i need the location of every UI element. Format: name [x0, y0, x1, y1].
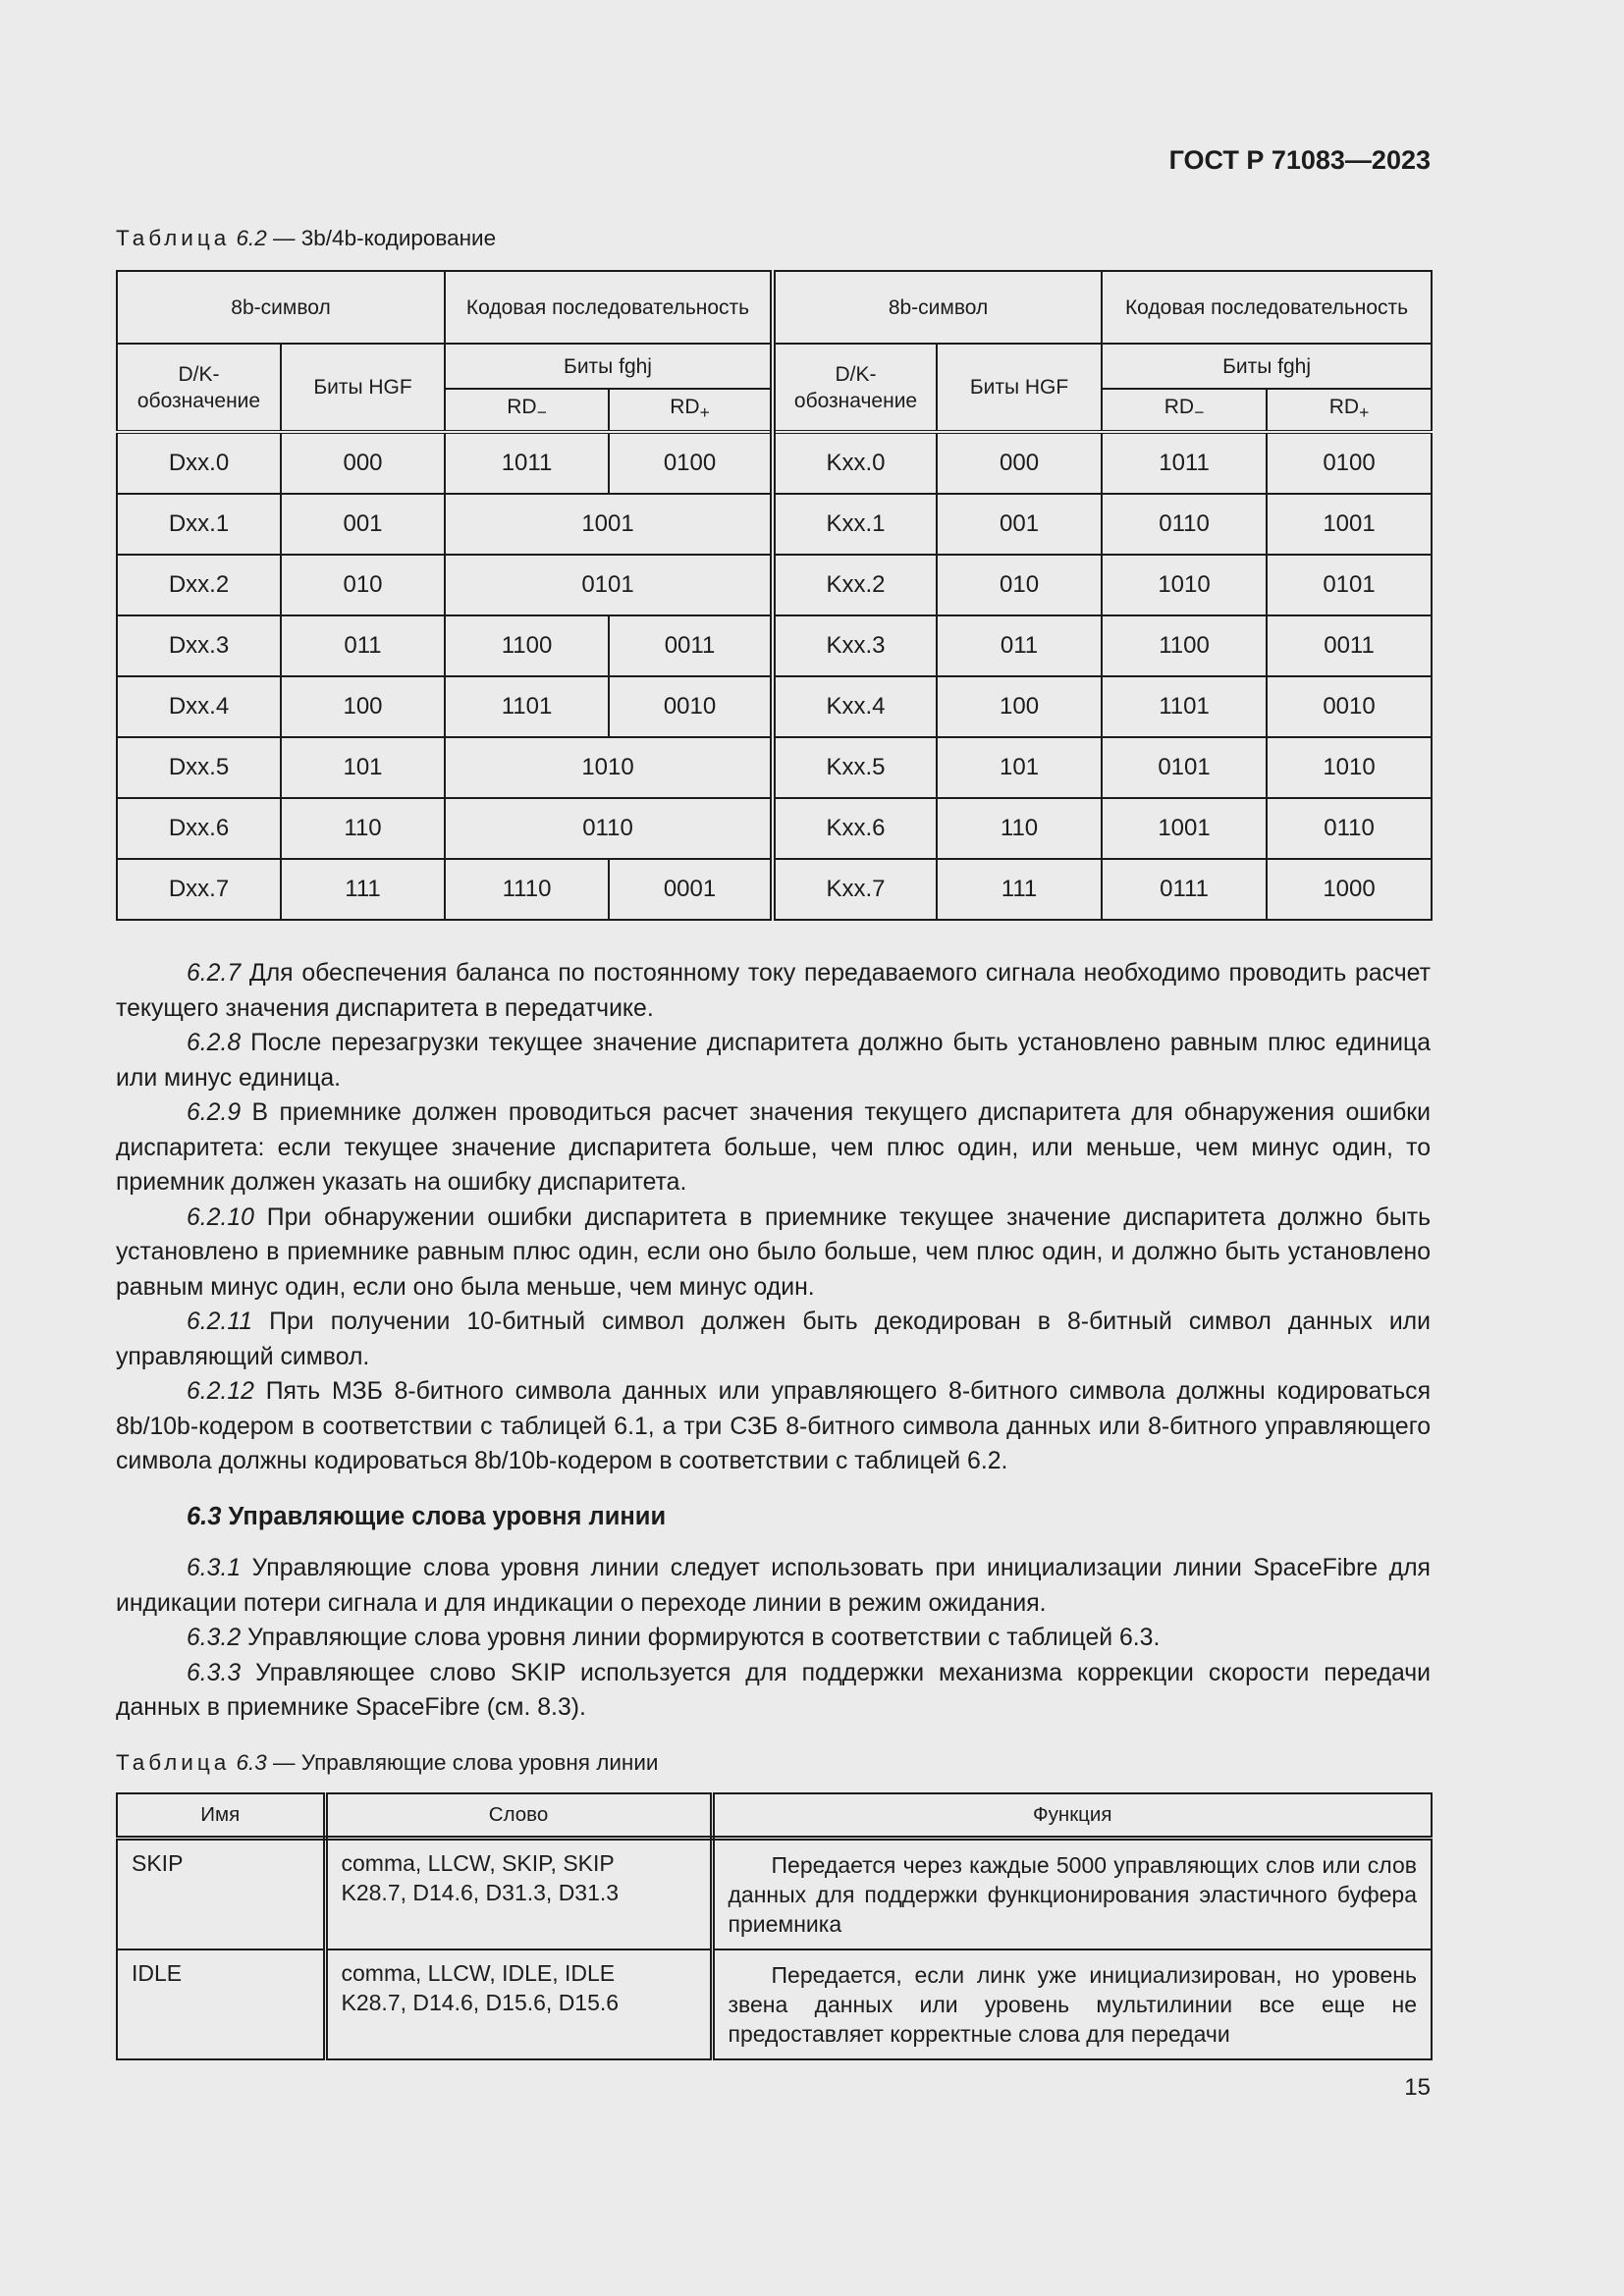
hdr-code-seq-d: Кодовая последовательность: [445, 271, 773, 344]
cell-k-hgf: 010: [937, 555, 1102, 615]
hdr-dk-d: D/K-обозначение: [117, 344, 281, 432]
hdr-fghj-d: Биты fghj: [445, 344, 773, 389]
cell-d-symbol: Dxx.1: [117, 494, 281, 555]
cell-function: Передается, если линк уже инициализирован, но уровень звена данных или уровень мультилинии все еще не предоставляет корректные слова для передачи: [712, 1949, 1432, 2059]
cell-k-symbol: Kxx.4: [773, 676, 937, 737]
cell-function: Передается через каждые 5000 управляющих слов или слов данных для поддержки функционирования эластичного буфера приемника: [712, 1839, 1432, 1950]
cell-d-hgf: 110: [281, 798, 445, 859]
table-row: [117, 615, 1432, 676]
table-row: [117, 859, 1432, 920]
cell-d-hgf: 001: [281, 494, 445, 555]
table-row: [117, 494, 1432, 555]
cell-k-rd-minus: 1101: [1102, 676, 1267, 737]
cell-k-symbol: Kxx.7: [773, 859, 937, 920]
cell-d-symbol: Dxx.2: [117, 555, 281, 615]
cell-d-rd-plus: 0010: [609, 676, 773, 737]
table-row: [117, 737, 1432, 798]
cell-k-hgf: 111: [937, 859, 1102, 920]
paragraph: 6.2.9 В приемнике должен проводиться расчет значения текущего диспаритета для обнаружения ошибки диспаритета: если текущее значение диспаритета больше, чем плюс один, или меньше, чем минус один, то приемник должен указать на ошибку диспаритета.: [116, 1099, 1431, 1196]
hdr-rd-plus-k: $RD_+$: [1267, 389, 1432, 432]
cell-k-rd-minus: 1010: [1102, 555, 1267, 615]
hdr-8b-symbol-d: 8b-символ: [117, 271, 445, 344]
hdr-hgf-d: Биты HGF: [281, 344, 445, 432]
hdr-hgf-k: Биты HGF: [937, 344, 1102, 432]
cell-d-symbol: Dxx.5: [117, 737, 281, 798]
page-number: 15: [1404, 2074, 1431, 2101]
cell-k-hgf: 110: [937, 798, 1102, 859]
table-row: [117, 1949, 1432, 2059]
table-row: [117, 432, 1432, 494]
document-id: ГОСТ Р 71083—2023: [1168, 145, 1431, 175]
table-6-2-caption: [116, 226, 496, 251]
cell-d-symbol: Dxx.3: [117, 615, 281, 676]
cell-k-rd-plus: 1000: [1267, 859, 1432, 920]
cell-d-rd-minus: 1110: [445, 859, 609, 920]
cell-d-fghj: 0110: [445, 798, 773, 859]
cell-k-rd-minus: 0110: [1102, 494, 1267, 555]
cell-k-rd-plus: 0100: [1267, 432, 1432, 494]
cell-d-hgf: 011: [281, 615, 445, 676]
cell-k-hgf: 100: [937, 676, 1102, 737]
cell-d-rd-plus: 0001: [609, 859, 773, 920]
cell-k-hgf: 000: [937, 432, 1102, 494]
cell-d-fghj: 1010: [445, 737, 773, 798]
cell-d-hgf: 101: [281, 737, 445, 798]
table-6-3-caption: [116, 1750, 658, 1776]
cell-d-rd-minus: 1011: [445, 432, 609, 494]
table-link-control-words: [116, 1792, 1433, 2060]
hdr-code-seq-k: Кодовая последовательность: [1102, 271, 1432, 344]
hdr-8b-symbol-k: 8b-символ: [773, 271, 1102, 344]
cell-k-rd-plus: 1010: [1267, 737, 1432, 798]
paragraph: 6.2.12 Пять МЗБ 8-битного символа данных или управляющего 8-битного символа должны кодироваться 8b/10b-кодером в соответствии с таблицей 6.1, а три СЗБ 8-битного символа данных или 8-битного управляющего символа должны кодироваться 8b/10b-кодером в соответствии с таблицей 6.2.: [116, 1378, 1431, 1474]
header-row: [117, 1793, 1432, 1839]
table-row: [117, 798, 1432, 859]
table-row: [117, 676, 1432, 737]
cell-k-symbol: Kxx.5: [773, 737, 937, 798]
paragraph: 6.3.2 Управляющие слова уровня линии формируются в соответствии с таблицей 6.3.: [187, 1625, 1161, 1651]
body-text-6-3: [116, 1551, 1431, 1726]
cell-k-rd-plus: 0010: [1267, 676, 1432, 737]
table-row: [117, 1839, 1432, 1950]
cell-k-hgf: 011: [937, 615, 1102, 676]
paragraph: 6.2.10 При обнаружении ошибки диспаритета в приемнике текущее значение диспаритета должно быть установлено в приемнике равным плюс один, если оно было больше, чем плюс один, и должно быть установлено равным минус один, если оно была меньше, чем минус один.: [116, 1203, 1431, 1301]
paragraph: 6.2.7 Для обеспечения баланса по постоянному току передаваемого сигнала необходимо проводить расчет текущего значения диспаритета в передатчике.: [116, 960, 1431, 1022]
header-row-2: [117, 344, 1432, 389]
paragraph: 6.3.1 Управляющие слова уровня линии следует использовать при инициализации линии SpaceFibre для индикации потери сигнала и для индикации о переходе линии в режим ожидания.: [116, 1555, 1431, 1617]
cell-k-rd-minus: 0111: [1102, 859, 1267, 920]
cell-d-hgf: 010: [281, 555, 445, 615]
table-3b4b-coding: [116, 270, 1433, 921]
cell-k-symbol: Kxx.0: [773, 432, 937, 494]
paragraph: 6.2.8 После перезагрузки текущее значение диспаритета должно быть установлено равным плюс единица или минус единица.: [116, 1030, 1431, 1092]
cell-word: comma, LLCW, IDLE, IDLE K28.7, D14.6, D15.6, D15.6: [325, 1949, 712, 2059]
hdr-rd-plus-d: $RD_+$: [609, 389, 773, 432]
cell-d-fghj: 0101: [445, 555, 773, 615]
cell-k-symbol: Kxx.6: [773, 798, 937, 859]
cell-k-hgf: 101: [937, 737, 1102, 798]
cell-word: comma, LLCW, SKIP, SKIP K28.7, D14.6, D31.3, D31.3: [325, 1839, 712, 1950]
caption-prefix: Таблица: [116, 226, 231, 250]
caption-number: 6.2: [236, 226, 267, 250]
hdr-word: Слово: [325, 1793, 712, 1839]
cell-name: SKIP: [117, 1839, 325, 1950]
caption-text: — 3b/4b-кодирование: [266, 226, 497, 250]
header-row-1: [117, 271, 1432, 344]
hdr-rd-minus-d: $RD_-$: [445, 389, 609, 432]
cell-k-rd-minus: 0101: [1102, 737, 1267, 798]
cell-d-hgf: 100: [281, 676, 445, 737]
cell-k-rd-plus: 0011: [1267, 615, 1432, 676]
paragraph: 6.2.11 При получении 10-битный символ должен быть декодирован в 8-битный символ данных или управляющий символ.: [116, 1308, 1431, 1370]
hdr-name: Имя: [117, 1793, 325, 1839]
body-text-6-2: [116, 956, 1431, 1479]
section-heading: 6.3 Управляющие слова уровня линии: [187, 1503, 667, 1530]
hdr-rd-minus-k: $RD_-$: [1102, 389, 1267, 432]
caption-prefix: Таблица: [116, 1750, 231, 1775]
cell-d-rd-plus: 0100: [609, 432, 773, 494]
cell-d-symbol: Dxx.4: [117, 676, 281, 737]
caption-text: — Управляющие слова уровня линии: [266, 1750, 659, 1775]
cell-d-fghj: 1001: [445, 494, 773, 555]
cell-k-hgf: 001: [937, 494, 1102, 555]
hdr-function: Функция: [712, 1793, 1432, 1839]
cell-k-rd-minus: 1001: [1102, 798, 1267, 859]
cell-k-rd-plus: 0110: [1267, 798, 1432, 859]
cell-d-rd-plus: 0011: [609, 615, 773, 676]
cell-d-symbol: Dxx.0: [117, 432, 281, 494]
cell-k-rd-minus: 1011: [1102, 432, 1267, 494]
hdr-dk-k: D/K-обозначение: [773, 344, 937, 432]
cell-d-symbol: Dxx.6: [117, 798, 281, 859]
cell-k-rd-plus: 1001: [1267, 494, 1432, 555]
cell-k-symbol: Kxx.1: [773, 494, 937, 555]
cell-d-symbol: Dxx.7: [117, 859, 281, 920]
paragraph: 6.3.3 Управляющее слово SKIP используется для поддержки механизма коррекции скорости передачи данных в приемнике SpaceFibre (см. 8.3).: [116, 1659, 1431, 1721]
cell-d-hgf: 000: [281, 432, 445, 494]
caption-number: 6.3: [236, 1750, 267, 1775]
cell-k-rd-plus: 0101: [1267, 555, 1432, 615]
cell-name: IDLE: [117, 1949, 325, 2059]
cell-k-symbol: Kxx.2: [773, 555, 937, 615]
cell-k-symbol: Kxx.3: [773, 615, 937, 676]
cell-d-rd-minus: 1101: [445, 676, 609, 737]
table-row: [117, 555, 1432, 615]
cell-k-rd-minus: 1100: [1102, 615, 1267, 676]
cell-d-hgf: 111: [281, 859, 445, 920]
cell-d-rd-minus: 1100: [445, 615, 609, 676]
hdr-fghj-k: Биты fghj: [1102, 344, 1432, 389]
